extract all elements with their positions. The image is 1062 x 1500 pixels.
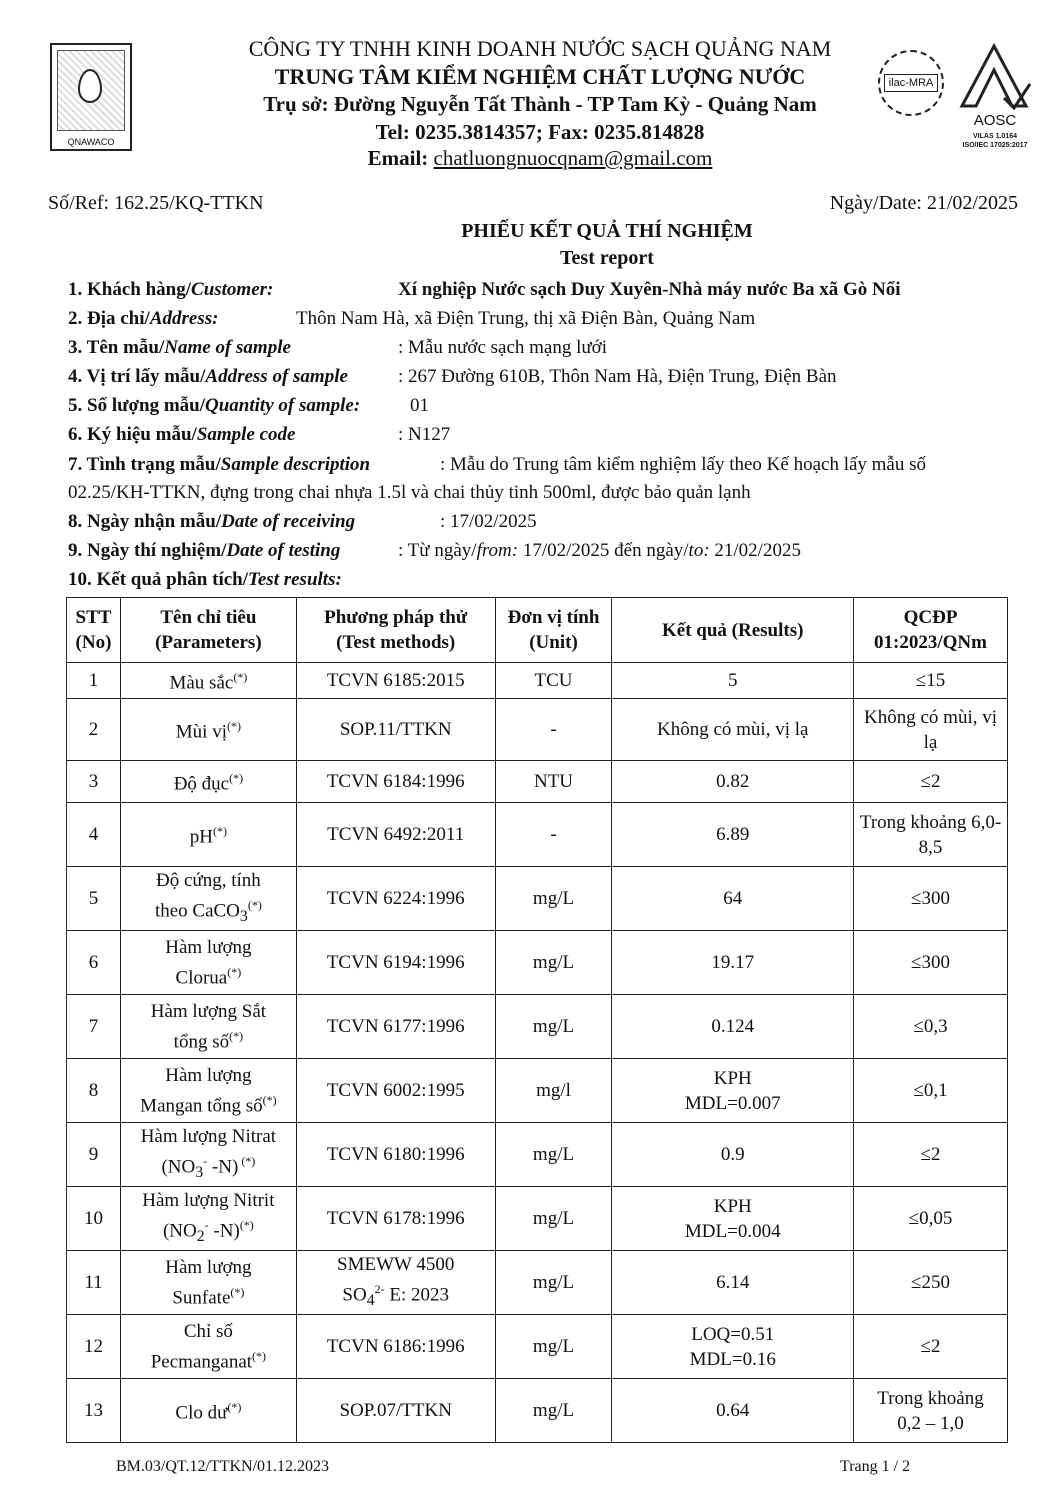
info-description: 7. Tình trạng mẫu/Sample description — [68, 454, 371, 475]
cell-param: Chỉ số Pecmanganat(*) — [120, 1315, 296, 1379]
email-link[interactable]: chatluongnuocqnam@gmail.com — [433, 146, 713, 170]
cell-unit: TCU — [495, 663, 612, 699]
cell-result: Không có mùi, vị lạ — [612, 699, 854, 761]
info-sample-location: 4. Vị trí lấy mẫu/Address of sample — [68, 366, 348, 387]
table-row — [67, 761, 1008, 803]
cell-no: 13 — [67, 1379, 121, 1443]
cell-param: Hàm lượng Mangan tổng số(*) — [120, 1059, 296, 1123]
receiving-value: : 17/02/2025 — [440, 511, 537, 532]
cell-param: Độ đục(*) — [120, 761, 296, 803]
cell-limit: ≤2 — [854, 1315, 1008, 1379]
cell-no: 9 — [67, 1123, 121, 1187]
aosc-iso: ISO/IEC 17025:2017 — [962, 142, 1028, 149]
cell-result: 5 — [612, 663, 854, 699]
logo-caption: QNAWACO — [67, 137, 115, 147]
cell-limit: Trong khoảng 0,2 – 1,0 — [854, 1379, 1008, 1443]
cell-unit: mg/L — [495, 1315, 612, 1379]
report-title: PHIẾU KẾT QUẢ THÍ NGHIỆM — [461, 220, 753, 242]
aosc-vilas: VILAS 1.0164 — [973, 133, 1017, 140]
table-header-row — [67, 598, 1008, 663]
report-date: Ngày/Date: 21/02/2025 — [829, 192, 1018, 214]
cell-method: SOP.07/TTKN — [296, 1379, 495, 1443]
cell-method: TCVN 6194:1996 — [296, 931, 495, 995]
cell-param: Hàm lượng Nitrat ($NO_3^-$ -N) (*) — [120, 1123, 296, 1187]
info-sample-name: 3. Tên mẫu/Name of sample — [68, 337, 291, 358]
page-number: Trang 1 / 2 — [840, 1458, 911, 1475]
cell-limit: ≤0,3 — [854, 995, 1008, 1059]
company-address: Trụ sở: Đường Nguyễn Tất Thành - TP Tam Kỳ - Quảng Nam — [263, 92, 817, 116]
table-row — [67, 663, 1008, 699]
cell-limit: Trong khoảng 6,0-8,5 — [854, 803, 1008, 867]
cell-limit: ≤2 — [854, 1123, 1008, 1187]
cell-unit: NTU — [495, 761, 612, 803]
cell-no: 11 — [67, 1251, 121, 1315]
table-row — [67, 995, 1008, 1059]
company-email — [140, 146, 940, 171]
cell-limit: Không có mùi, vị lạ — [854, 699, 1008, 761]
water-drop-icon — [78, 69, 102, 103]
cell-result: KPH MDL=0.004 — [612, 1187, 854, 1251]
company-name: CÔNG TY TNHH KINH DOANH NƯỚC SẠCH QUẢNG NAM — [248, 36, 832, 61]
cell-method: SMEWW 4500 $SO_4^{2-}$ E: 2023 — [296, 1251, 495, 1315]
info-quantity: 5. Số lượng mẫu/Quantity of sample: — [68, 395, 361, 416]
cell-result: 0.9 — [612, 1123, 854, 1187]
cell-result: 0.64 — [612, 1379, 854, 1443]
cell-no: 3 — [67, 761, 121, 803]
description-value-1: : Mẫu do Trung tâm kiểm nghiệm lấy theo Kế hoạch lấy mẫu số — [440, 454, 927, 475]
cell-method: TCVN 6002:1995 — [296, 1059, 495, 1123]
cell-unit: mg/L — [495, 1251, 612, 1315]
cell-result: 64 — [612, 867, 854, 931]
cell-no: 10 — [67, 1187, 121, 1251]
cell-param: Clo dư(*) — [120, 1379, 296, 1443]
cell-unit: - — [495, 699, 612, 761]
ilac-text: ilac-MRA — [884, 74, 938, 92]
cell-limit: ≤0,05 — [854, 1187, 1008, 1251]
quantity-value: 01 — [410, 395, 429, 416]
cell-limit: ≤300 — [854, 867, 1008, 931]
cell-param: pH(*) — [120, 803, 296, 867]
cell-no: 12 — [67, 1315, 121, 1379]
cell-param: Màu sắc(*) — [120, 663, 296, 699]
cell-param: Hàm lượng Sunfate(*) — [120, 1251, 296, 1315]
table-row — [67, 1059, 1008, 1123]
aosc-logo — [956, 42, 1034, 152]
cell-method: TCVN 6178:1996 — [296, 1187, 495, 1251]
info-sample-code: 6. Ký hiệu mẫu/Sample code — [68, 424, 296, 445]
letterhead — [0, 30, 1062, 180]
cell-method: TCVN 6492:2011 — [296, 803, 495, 867]
cell-param: Hàm lượng Nitrit ($NO_2^-$ -N)(*) — [120, 1187, 296, 1251]
sample-code-value: : N127 — [398, 424, 451, 445]
cell-method: TCVN 6224:1996 — [296, 867, 495, 931]
results-table — [66, 597, 1008, 1443]
header-methods: Phương pháp thử (Test methods) — [296, 598, 495, 663]
cell-no: 6 — [67, 931, 121, 995]
company-phone: Tel: 0235.3814357; Fax: 0235.814828 — [375, 120, 705, 144]
cell-no: 8 — [67, 1059, 121, 1123]
cell-limit: ≤2 — [854, 761, 1008, 803]
header-parameters: Tên chỉ tiêu (Parameters) — [120, 598, 296, 663]
cell-limit: ≤300 — [854, 931, 1008, 995]
cell-method: TCVN 6184:1996 — [296, 761, 495, 803]
header-standard: QCĐP 01:2023/QNm — [854, 598, 1008, 663]
cell-unit: mg/L — [495, 1187, 612, 1251]
cell-result: 0.124 — [612, 995, 854, 1059]
ilac-mra-logo — [878, 50, 944, 116]
testing-value: : Từ ngày/from: 17/02/2025 đến ngày/to: 21/02/2025 — [398, 540, 801, 561]
cell-limit: ≤15 — [854, 663, 1008, 699]
table-row — [67, 803, 1008, 867]
email-label: Email: — [367, 146, 429, 170]
info-customer: 1. Khách hàng/Customer: — [68, 279, 274, 300]
sample-location-value: : 267 Đường 610B, Thôn Nam Hà, Điện Trung, Điện Bàn — [398, 366, 837, 387]
table-row — [67, 1315, 1008, 1379]
cell-no: 4 — [67, 803, 121, 867]
cell-result: 6.89 — [612, 803, 854, 867]
info-address: 2. Địa chỉ/Address: — [68, 308, 219, 329]
cell-method: TCVN 6185:2015 — [296, 663, 495, 699]
cell-method: SOP.11/TTKN — [296, 699, 495, 761]
table-row — [67, 1379, 1008, 1443]
cell-no: 2 — [67, 699, 121, 761]
cell-result: KPH MDL=0.007 — [612, 1059, 854, 1123]
cell-param: Hàm lượng Sắt tổng số(*) — [120, 995, 296, 1059]
table-row — [67, 867, 1008, 931]
cell-limit: ≤250 — [854, 1251, 1008, 1315]
cell-method: TCVN 6177:1996 — [296, 995, 495, 1059]
cell-no: 5 — [67, 867, 121, 931]
company-logo — [50, 43, 132, 151]
cell-method: TCVN 6186:1996 — [296, 1315, 495, 1379]
aosc-name: AOSC — [973, 112, 1017, 129]
customer-value: Xí nghiệp Nước sạch Duy Xuyên-Nhà máy nước Ba xã Gò Nổi — [398, 279, 901, 300]
address-value: Thôn Nam Hà, xã Điện Trung, thị xã Điện Bàn, Quảng Nam — [296, 308, 756, 329]
cell-no: 1 — [67, 663, 121, 699]
cell-unit: mg/L — [495, 1123, 612, 1187]
cell-no: 7 — [67, 995, 121, 1059]
reference-number: Số/Ref: 162.25/KQ-TTKN — [48, 192, 264, 214]
cell-param: Mùi vị(*) — [120, 699, 296, 761]
cell-result: LOQ=0.51 MDL=0.16 — [612, 1315, 854, 1379]
table-row — [67, 1187, 1008, 1251]
cell-param: Độ cứng, tính theo CaCO$_3$(*) — [120, 867, 296, 931]
cell-unit: mg/L — [495, 931, 612, 995]
info-receiving: 8. Ngày nhận mẫu/Date of receiving — [68, 511, 356, 532]
table-row — [67, 931, 1008, 995]
header-results: Kết quả (Results) — [612, 598, 854, 663]
table-row — [67, 1251, 1008, 1315]
header-unit: Đơn vị tính (Unit) — [495, 598, 612, 663]
header-no: STT (No) — [67, 598, 121, 663]
sample-name-value: : Mẫu nước sạch mạng lưới — [398, 337, 608, 358]
description-value-2: 02.25/KH-TTKN, đựng trong chai nhựa 1.5l và chai thủy tinh 500ml, được bảo quản lạnh — [68, 482, 751, 503]
report-subtitle: Test report — [560, 247, 654, 269]
cell-unit: mg/L — [495, 995, 612, 1059]
cell-method: TCVN 6180:1996 — [296, 1123, 495, 1187]
table-row — [67, 699, 1008, 761]
cell-limit: ≤0,1 — [854, 1059, 1008, 1123]
info-results: 10. Kết quả phân tích/Test results: — [68, 569, 342, 590]
cell-result: 6.14 — [612, 1251, 854, 1315]
cell-param: Hàm lượng Clorua(*) — [120, 931, 296, 995]
cell-unit: mg/l — [495, 1059, 612, 1123]
cell-result: 19.17 — [612, 931, 854, 995]
aosc-mark-icon — [956, 42, 1034, 112]
center-name: TRUNG TÂM KIỂM NGHIỆM CHẤT LƯỢNG NƯỚC — [274, 64, 806, 89]
cell-unit: mg/L — [495, 1379, 612, 1443]
form-code: BM.03/QT.12/TTKN/01.12.2023 — [116, 1458, 330, 1475]
cell-result: 0.82 — [612, 761, 854, 803]
cell-unit: mg/L — [495, 867, 612, 931]
table-row — [67, 1123, 1008, 1187]
info-testing: 9. Ngày thí nghiệm/Date of testing — [68, 540, 341, 561]
cell-unit: - — [495, 803, 612, 867]
